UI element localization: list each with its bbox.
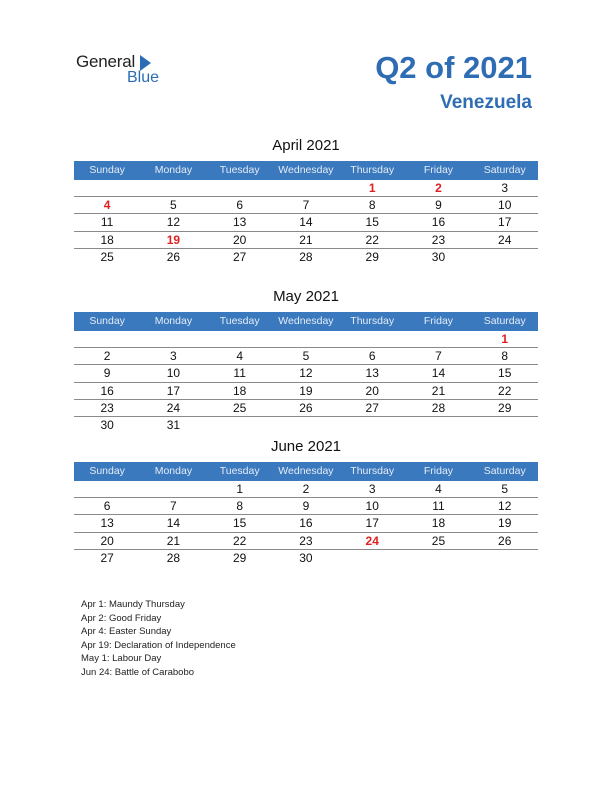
day-cell: 20 [232,232,247,247]
day-cell: 4 [435,482,442,496]
day-cell: 31 [166,417,181,432]
weekday-thursday: Thursday [350,164,395,176]
day-cell: 24 [498,232,512,247]
day-cell: 23 [100,400,114,415]
empty-day-cell [140,481,206,497]
day-cell: 28 [431,400,446,415]
holiday-day-cell: 19 [166,232,181,247]
week-row [74,515,538,532]
empty-day-cell [273,331,339,347]
empty-day-cell [339,550,405,567]
empty-day-cell [273,180,339,196]
empty-day-cell [472,249,538,266]
holiday-day-cell: 1 [501,332,509,346]
day-cell: 14 [431,366,446,381]
weekday-header [74,312,538,331]
empty-day-cell [74,180,140,196]
day-cell: 12 [498,499,512,514]
day-cell: 13 [365,366,379,381]
week-row [74,481,538,498]
day-cell: 11 [233,366,246,381]
day-cell: 9 [302,499,310,514]
day-cell: 21 [431,383,446,398]
day-cell: 21 [299,232,313,247]
day-cell: 27 [232,249,247,264]
week-row [74,365,538,382]
holiday-day-cell: 24 [365,533,379,548]
empty-day-cell [74,481,140,497]
weekday-sunday: Sunday [89,315,125,327]
day-cell: 30 [299,550,313,565]
day-cell: 23 [431,232,446,247]
day-cell: 13 [100,516,114,531]
weekday-thursday: Thursday [350,465,395,477]
empty-day-cell [207,417,273,434]
day-cell: 18 [100,232,114,247]
day-cell: 26 [498,533,512,548]
day-cell: 24 [166,400,181,415]
day-cell: 17 [498,215,512,230]
empty-day-cell [207,331,273,347]
day-cell: 9 [103,366,111,381]
holiday-list-item: Apr 4: Easter Sunday [81,626,172,638]
day-cell: 23 [299,533,313,548]
weekday-monday: Monday [154,164,193,176]
weekday-thursday: Thursday [350,315,395,327]
weekday-wednesday: Wednesday [278,315,334,327]
day-cell: 3 [170,349,177,364]
week-row [74,197,538,214]
holiday-list-item: Jun 24: Battle of Carabobo [81,666,195,678]
holiday-list [81,598,236,680]
day-cell: 26 [299,400,313,415]
weekday-monday: Monday [154,465,193,477]
day-cell: 16 [100,383,114,398]
weekday-monday: Monday [154,315,193,327]
day-cell: 18 [431,516,446,531]
day-cell: 15 [232,516,247,531]
day-cell: 13 [232,215,247,230]
day-cell: 3 [368,482,376,496]
empty-day-cell [405,417,471,434]
day-cell: 25 [100,249,114,264]
week-row [74,348,538,365]
day-cell: 4 [236,349,243,364]
day-cell: 14 [299,215,313,230]
day-cell: 20 [100,533,114,548]
holiday-day-cell: 4 [103,198,111,213]
empty-day-cell [207,180,273,196]
week-row [74,498,538,515]
day-cell: 3 [501,181,509,195]
holiday-list-item: Apr 19: Declaration of Independence [81,639,236,651]
month-weeks [74,481,538,567]
empty-day-cell [74,331,140,347]
empty-day-cell [140,180,206,196]
day-cell: 26 [166,249,181,264]
day-cell: 12 [166,215,181,230]
weekday-tuesday: Tuesday [219,465,260,477]
day-cell: 14 [166,516,181,531]
weekday-saturday: Saturday [483,315,526,327]
day-cell: 22 [498,383,512,398]
weekday-saturday: Saturday [483,164,526,176]
week-row [74,417,538,434]
month-weeks [74,180,538,266]
logo-blue-text: Blue [127,69,160,86]
week-row [74,214,538,231]
day-cell: 7 [435,349,442,364]
day-cell: 19 [498,516,512,531]
weekday-friday: Friday [423,315,454,327]
week-row [74,533,538,550]
day-cell: 22 [232,533,247,548]
day-cell: 22 [365,232,379,247]
day-cell: 18 [232,383,247,398]
country-name: Venezuela [440,92,532,113]
week-row [74,331,538,348]
month-title: June 2021 [270,438,342,455]
day-cell: 15 [365,215,379,230]
day-cell: 29 [232,550,247,565]
week-row [74,400,538,417]
day-cell: 1 [236,482,243,496]
day-cell: 17 [365,516,379,531]
day-cell: 7 [302,198,310,213]
day-cell: 16 [299,516,313,531]
day-cell: 5 [501,482,509,496]
empty-day-cell [405,331,471,347]
week-row [74,249,538,266]
weekday-tuesday: Tuesday [219,164,260,176]
day-cell: 2 [103,349,111,364]
month-title: April 2021 [272,137,340,154]
day-cell: 2 [302,482,310,496]
weekday-friday: Friday [423,465,454,477]
day-cell: 6 [236,198,243,213]
empty-day-cell [405,550,471,567]
day-cell: 6 [368,349,376,364]
day-cell: 5 [170,198,177,213]
day-cell: 16 [431,215,446,230]
day-cell: 30 [100,417,114,432]
day-cell: 29 [498,400,512,415]
day-cell: 10 [498,198,512,213]
weekday-sunday: Sunday [89,164,125,176]
holiday-day-cell: 1 [368,181,376,195]
day-cell: 15 [498,366,512,381]
day-cell: 6 [103,499,111,514]
month-weeks [74,331,538,434]
month-title: May 2021 [273,288,339,305]
weekday-sunday: Sunday [89,465,125,477]
week-row [74,232,538,249]
holiday-list-item: May 1: Labour Day [81,653,162,665]
holiday-list-item: Apr 1: Maundy Thursday [81,599,185,610]
logo-general-text: General [76,52,136,71]
weekday-header [74,462,538,481]
holiday-list-item: Apr 2: Good Friday [81,612,162,624]
day-cell: 10 [166,366,181,381]
holiday-day-cell: 2 [435,181,442,195]
week-row [74,550,538,567]
day-cell: 30 [431,249,446,264]
page-title: Q2 of 2021 [375,50,532,85]
logo [76,52,176,88]
day-cell: 21 [166,533,181,548]
weekday-friday: Friday [423,164,454,176]
day-cell: 10 [365,499,379,514]
empty-day-cell [472,550,538,567]
day-cell: 11 [432,499,445,514]
day-cell: 5 [302,349,310,364]
day-cell: 8 [368,198,376,213]
week-row [74,383,538,400]
empty-day-cell [339,417,405,434]
empty-day-cell [472,417,538,434]
weekday-tuesday: Tuesday [219,315,260,327]
day-cell: 7 [170,499,177,514]
weekday-saturday: Saturday [483,465,526,477]
empty-day-cell [273,417,339,434]
day-cell: 28 [166,550,181,565]
day-cell: 8 [236,499,243,514]
day-cell: 19 [299,383,313,398]
day-cell: 25 [431,533,446,548]
day-cell: 27 [365,400,379,415]
day-cell: 25 [232,400,247,415]
empty-day-cell [140,331,206,347]
day-cell: 12 [299,366,313,381]
day-cell: 11 [100,215,114,230]
weekday-header [74,161,538,180]
weekday-wednesday: Wednesday [278,164,334,176]
day-cell: 17 [166,383,181,398]
empty-day-cell [339,331,405,347]
day-cell: 8 [501,349,509,364]
day-cell: 27 [100,550,114,565]
day-cell: 9 [435,198,442,213]
day-cell: 20 [365,383,379,398]
week-row [74,180,538,197]
day-cell: 29 [365,249,379,264]
weekday-wednesday: Wednesday [278,465,334,477]
day-cell: 28 [299,249,313,264]
